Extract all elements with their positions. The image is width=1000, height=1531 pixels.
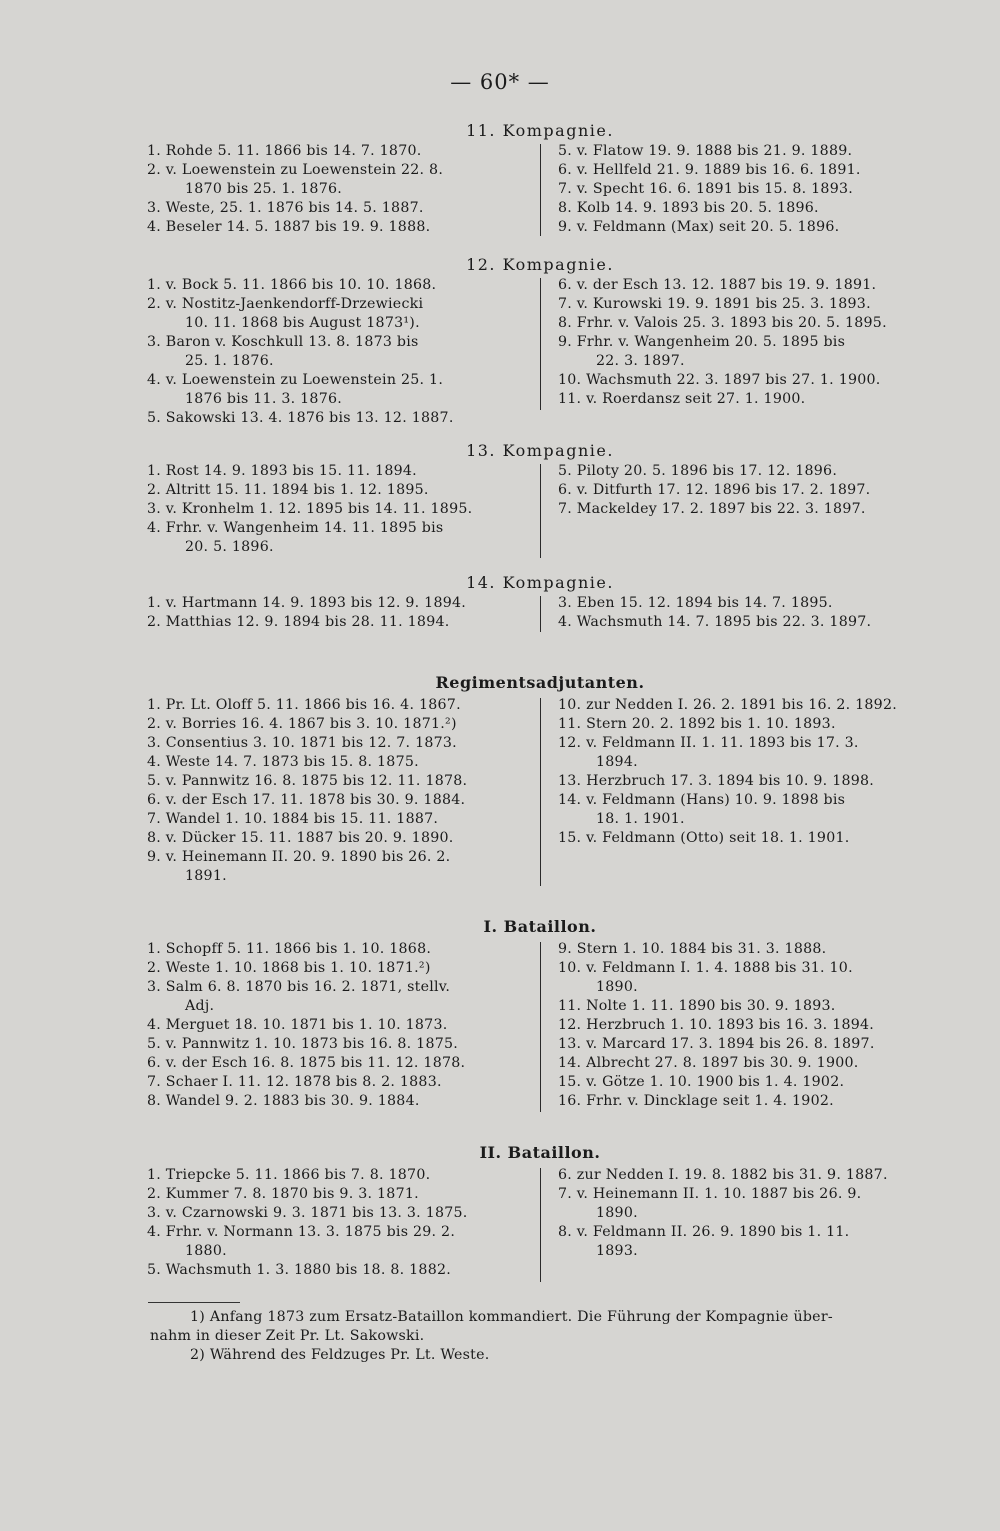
list-entry: 6. v. der Esch 16. 8. 1875 bis 11. 12. 1878. (147, 1055, 466, 1071)
list-entry: 6. zur Nedden I. 19. 8. 1882 bis 31. 9. 1887. (558, 1167, 888, 1183)
section-columns (145, 696, 935, 888)
right-column (558, 142, 938, 237)
list-entry: 15. v. Feldmann (Otto) seit 18. 1. 1901. (558, 830, 850, 846)
list-entry: 6. v. der Esch 17. 11. 1878 bis 30. 9. 1884. (147, 792, 466, 808)
list-entry: 4. Frhr. v. Normann 13. 3. 1875 bis 29. 2. (147, 1224, 456, 1240)
list-entry: 10. Wachsmuth 22. 3. 1897 bis 27. 1. 1900. (558, 372, 881, 388)
list-entry: 3. Eben 15. 12. 1894 bis 14. 7. 1895. (558, 595, 833, 611)
list-entry: 1. Pr. Lt. Oloff 5. 11. 1866 bis 16. 4. 1867. (147, 697, 461, 713)
list-entry: 2. Altritt 15. 11. 1894 bis 1. 12. 1895. (147, 482, 429, 498)
list-entry: 2. Kummer 7. 8. 1870 bis 9. 3. 1871. (147, 1186, 419, 1202)
list-entry: 4. Beseler 14. 5. 1887 bis 19. 9. 1888. (147, 219, 431, 235)
right-column (558, 696, 938, 848)
footnotes (150, 1308, 940, 1365)
list-entry: 5. v. Pannwitz 1. 10. 1873 bis 16. 8. 1875. (147, 1036, 459, 1052)
list-entry: 8. v. Feldmann II. 26. 9. 1890 bis 1. 11. (558, 1224, 850, 1240)
footnote-2: 2) Während des Feldzuges Pr. Lt. Weste. (190, 1347, 490, 1363)
list-entry-continuation: 1894. (596, 754, 638, 770)
section-bataillon-2 (145, 1140, 935, 1286)
list-entry-continuation: 22. 3. 1897. (596, 353, 685, 369)
section-12-kompagnie (145, 254, 935, 430)
right-column (558, 276, 938, 409)
list-entry: 2. Weste 1. 10. 1868 bis 1. 10. 1871.²) (147, 960, 431, 976)
section-14-kompagnie (145, 572, 935, 636)
column-divider (540, 1168, 541, 1282)
list-entry: 1. v. Hartmann 14. 9. 1893 bis 12. 9. 1894. (147, 595, 467, 611)
list-entry: 2. v. Loewenstein zu Loewenstein 22. 8. (147, 162, 444, 178)
list-entry-continuation: 1893. (596, 1243, 638, 1259)
list-entry-continuation: 18. 1. 1901. (596, 811, 685, 827)
page-number: — 60* — (450, 70, 550, 94)
list-entry: 12. v. Feldmann II. 1. 11. 1893 bis 17. 3. (558, 735, 859, 751)
section-title: 13. Kompagnie. (466, 441, 614, 460)
right-column (558, 594, 938, 632)
list-entry: 11. Nolte 1. 11. 1890 bis 30. 9. 1893. (558, 998, 836, 1014)
left-column (147, 462, 532, 557)
list-entry: 3. Consentius 3. 10. 1871 bis 12. 7. 1873. (147, 735, 457, 751)
list-entry: 14. Albrecht 27. 8. 1897 bis 30. 9. 1900. (558, 1055, 859, 1071)
footnote-divider (148, 1302, 240, 1303)
list-entry: 7. v. Specht 16. 6. 1891 bis 15. 8. 1893. (558, 181, 854, 197)
list-entry-continuation: 1880. (185, 1243, 227, 1259)
section-columns (145, 1166, 935, 1286)
list-entry: 4. Wachsmuth 14. 7. 1895 bis 22. 3. 1897. (558, 614, 872, 630)
list-entry: 4. Frhr. v. Wangenheim 14. 11. 1895 bis (147, 520, 444, 536)
list-entry: 8. Kolb 14. 9. 1893 bis 20. 5. 1896. (558, 200, 819, 216)
section-title: Regimentsadjutanten. (435, 673, 645, 692)
list-entry: 1. Schopff 5. 11. 1866 bis 1. 10. 1868. (147, 941, 432, 957)
list-entry: 8. Frhr. v. Valois 25. 3. 1893 bis 20. 5. 1895. (558, 315, 887, 331)
list-entry: 6. v. Ditfurth 17. 12. 1896 bis 17. 2. 1897. (558, 482, 871, 498)
list-entry: 14. v. Feldmann (Hans) 10. 9. 1898 bis (558, 792, 846, 808)
list-entry: 5. v. Pannwitz 16. 8. 1875 bis 12. 11. 1878. (147, 773, 468, 789)
list-entry: 3. Weste, 25. 1. 1876 bis 14. 5. 1887. (147, 200, 424, 216)
column-divider (540, 144, 541, 236)
list-entry: 9. Stern 1. 10. 1884 bis 31. 3. 1888. (558, 941, 827, 957)
section-columns (145, 142, 935, 240)
list-entry: 7. Schaer I. 11. 12. 1878 bis 8. 2. 1883. (147, 1074, 442, 1090)
list-entry: 8. v. Dücker 15. 11. 1887 bis 20. 9. 1890. (147, 830, 454, 846)
section-columns (145, 594, 935, 636)
list-entry: 9. v. Heinemann II. 20. 9. 1890 bis 26. 2. (147, 849, 451, 865)
footnote-1: 1) Anfang 1873 zum Ersatz-Bataillon kommandiert. Die Führung der Kompagnie über- (190, 1309, 833, 1325)
list-entry: 7. Wandel 1. 10. 1884 bis 15. 11. 1887. (147, 811, 439, 827)
column-divider (540, 942, 541, 1112)
section-columns (145, 940, 935, 1116)
section-title: II. Bataillon. (479, 1143, 601, 1162)
list-entry: 1. v. Bock 5. 11. 1866 bis 10. 10. 1868. (147, 277, 437, 293)
list-entry: 6. v. der Esch 13. 12. 1887 bis 19. 9. 1891. (558, 277, 877, 293)
list-entry: 2. v. Borries 16. 4. 1867 bis 3. 10. 1871.²) (147, 716, 457, 732)
left-column (147, 276, 532, 428)
list-entry: 1. Rohde 5. 11. 1866 bis 14. 7. 1870. (147, 143, 422, 159)
list-entry: 11. v. Roerdansz seit 27. 1. 1900. (558, 391, 806, 407)
list-entry: 3. Salm 6. 8. 1870 bis 16. 2. 1871, stellv. (147, 979, 451, 995)
list-entry: 4. Merguet 18. 10. 1871 bis 1. 10. 1873. (147, 1017, 448, 1033)
list-entry: 11. Stern 20. 2. 1892 bis 1. 10. 1893. (558, 716, 836, 732)
left-column (147, 696, 532, 886)
list-entry: 6. v. Hellfeld 21. 9. 1889 bis 16. 6. 1891. (558, 162, 861, 178)
list-entry: 7. v. Kurowski 19. 9. 1891 bis 25. 3. 1893. (558, 296, 871, 312)
list-entry: 4. Weste 14. 7. 1873 bis 15. 8. 1875. (147, 754, 419, 770)
list-entry: 2. v. Nostitz-Jaenkendorff-Drzewiecki (147, 296, 424, 312)
list-entry: 5. v. Flatow 19. 9. 1888 bis 21. 9. 1889. (558, 143, 853, 159)
list-entry: 5. Piloty 20. 5. 1896 bis 17. 12. 1896. (558, 463, 838, 479)
column-divider (540, 596, 541, 632)
list-entry: 15. v. Götze 1. 10. 1900 bis 1. 4. 1902. (558, 1074, 845, 1090)
section-columns (145, 462, 935, 560)
list-entry: 16. Frhr. v. Dincklage seit 1. 4. 1902. (558, 1093, 834, 1109)
list-entry-continuation: 1890. (596, 1205, 638, 1221)
list-entry: 3. Baron v. Koschkull 13. 8. 1873 bis (147, 334, 419, 350)
list-entry: 12. Herzbruch 1. 10. 1893 bis 16. 3. 1894. (558, 1017, 875, 1033)
list-entry-continuation: 1870 bis 25. 1. 1876. (185, 181, 343, 197)
left-column (147, 940, 532, 1111)
right-column (558, 940, 938, 1111)
list-entry: 8. Wandel 9. 2. 1883 bis 30. 9. 1884. (147, 1093, 420, 1109)
list-entry: 13. v. Marcard 17. 3. 1894 bis 26. 8. 1897. (558, 1036, 875, 1052)
list-entry: 1. Rost 14. 9. 1893 bis 15. 11. 1894. (147, 463, 417, 479)
list-entry: 3. v. Kronhelm 1. 12. 1895 bis 14. 11. 1895. (147, 501, 473, 517)
section-11-kompagnie (145, 120, 935, 240)
list-entry-continuation: 20. 5. 1896. (185, 539, 274, 555)
left-column (147, 594, 532, 632)
section-title: 12. Kompagnie. (466, 255, 614, 274)
section-title: 14. Kompagnie. (466, 573, 614, 592)
footnote-1-continuation: nahm in dieser Zeit Pr. Lt. Sakowski. (150, 1328, 425, 1344)
section-title: I. Bataillon. (483, 917, 597, 936)
list-entry: 9. Frhr. v. Wangenheim 20. 5. 1895 bis (558, 334, 846, 350)
list-entry: 7. v. Heinemann II. 1. 10. 1887 bis 26. 9. (558, 1186, 862, 1202)
list-entry: 7. Mackeldey 17. 2. 1897 bis 22. 3. 1897. (558, 501, 866, 517)
list-entry: 3. v. Czarnowski 9. 3. 1871 bis 13. 3. 1875. (147, 1205, 468, 1221)
list-entry: 2. Matthias 12. 9. 1894 bis 28. 11. 1894. (147, 614, 450, 630)
list-entry: 5. Sakowski 13. 4. 1876 bis 13. 12. 1887. (147, 410, 454, 426)
section-title: 11. Kompagnie. (466, 121, 614, 140)
right-column (558, 1166, 938, 1261)
list-entry-continuation: 25. 1. 1876. (185, 353, 274, 369)
left-column (147, 142, 532, 237)
section-columns (145, 276, 935, 430)
section-regimentsadjutanten (145, 670, 935, 888)
list-entry: 10. zur Nedden I. 26. 2. 1891 bis 16. 2. 1892. (558, 697, 897, 713)
list-entry: 4. v. Loewenstein zu Loewenstein 25. 1. (147, 372, 444, 388)
list-entry: 1. Triepcke 5. 11. 1866 bis 7. 8. 1870. (147, 1167, 431, 1183)
list-entry: 9. v. Feldmann (Max) seit 20. 5. 1896. (558, 219, 840, 235)
list-entry: 13. Herzbruch 17. 3. 1894 bis 10. 9. 1898. (558, 773, 875, 789)
list-entry-continuation: 10. 11. 1868 bis August 1873¹). (185, 315, 420, 331)
column-divider (540, 278, 541, 410)
right-column (558, 462, 938, 519)
list-entry-continuation: Adj. (185, 998, 215, 1014)
column-divider (540, 464, 541, 558)
list-entry-continuation: 1876 bis 11. 3. 1876. (185, 391, 343, 407)
list-entry: 10. v. Feldmann I. 1. 4. 1888 bis 31. 10. (558, 960, 853, 976)
list-entry-continuation: 1891. (185, 868, 227, 884)
left-column (147, 1166, 532, 1280)
section-bataillon-1 (145, 914, 935, 1116)
section-13-kompagnie (145, 440, 935, 560)
list-entry: 5. Wachsmuth 1. 3. 1880 bis 18. 8. 1882. (147, 1262, 452, 1278)
column-divider (540, 698, 541, 886)
list-entry-continuation: 1890. (596, 979, 638, 995)
